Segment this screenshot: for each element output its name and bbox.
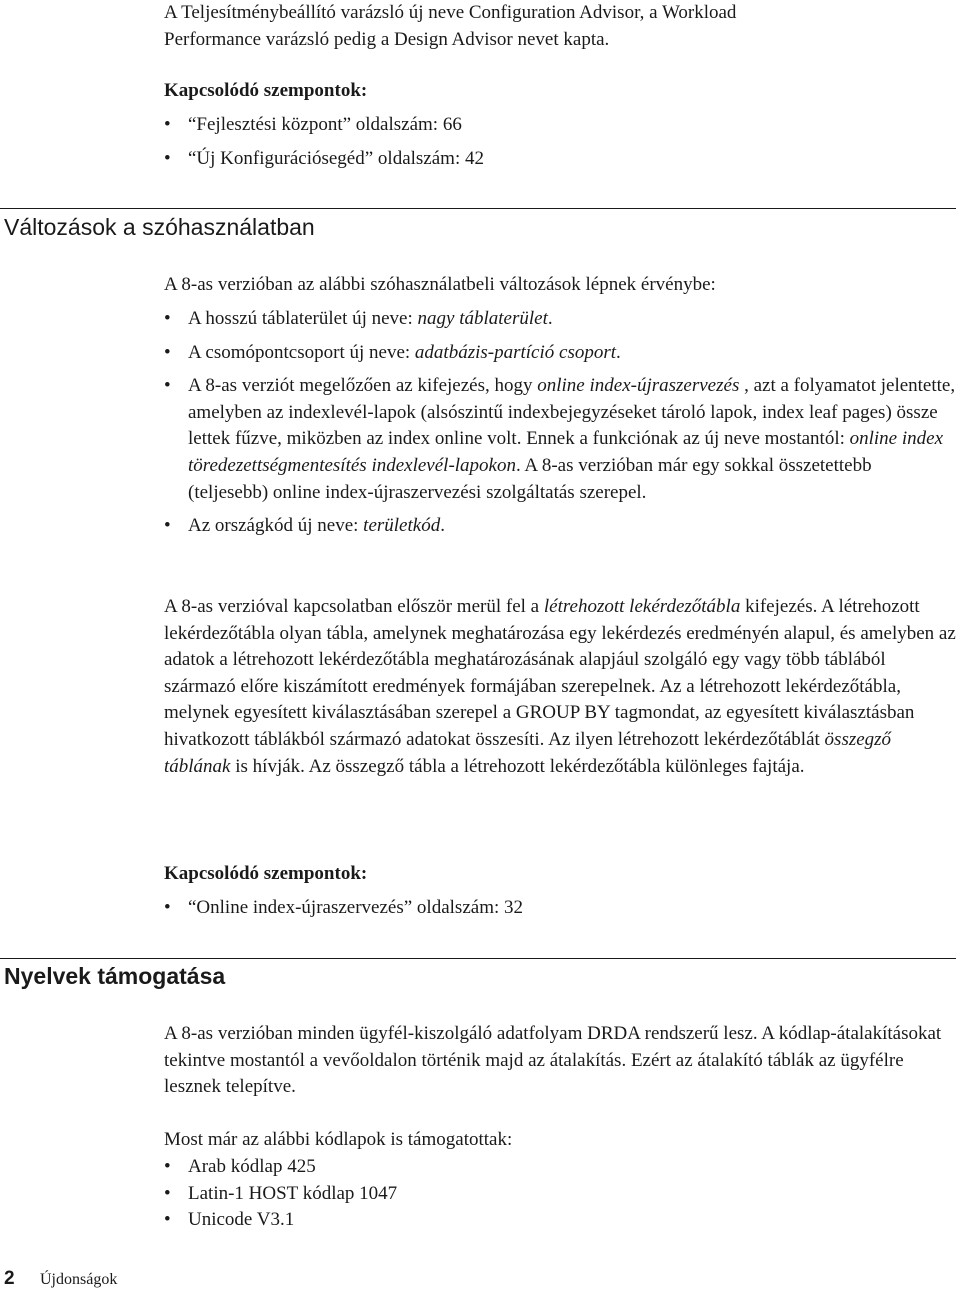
bullet-icon: • (164, 1209, 171, 1231)
bullet-icon: • (164, 1182, 171, 1204)
related-topics-list (164, 895, 956, 922)
list-item: • Unicode V3.1 (164, 1207, 956, 1234)
intro-line-2: Performance varázsló pedig a Design Advisor nevet kapta. (164, 28, 610, 50)
list-item: • A csomópontcsoport új neve: adatbázis-partíció csoport. (164, 340, 956, 367)
section-divider (0, 958, 956, 959)
related-link[interactable]: • “Új Konfigurációsegéd” oldalszám: 42 (164, 146, 956, 173)
page-number: 2 (4, 1268, 15, 1289)
terminology-list (164, 306, 956, 540)
footer-title: Újdonságok (40, 1271, 118, 1288)
section-divider (0, 208, 956, 209)
bullet-icon: • (164, 897, 171, 918)
bullet-icon: • (164, 114, 171, 135)
section-title-terminology: Változások a szóhasználatban (4, 214, 315, 240)
terminology-intro: A 8-as verzióban az alábbi szóhasználatbeli változások lépnek érvénybe: (164, 274, 716, 295)
related-link[interactable]: • “Online index-újraszervezés” oldalszám: 32 (164, 895, 956, 922)
related-topics-heading: Kapcsolódó szempontok: (164, 863, 368, 884)
related-link[interactable]: • “Fejlesztési központ” oldalszám: 66 (164, 112, 956, 139)
list-item: • Az országkód új neve: területkód. (164, 513, 956, 540)
intro-paragraph (164, 0, 956, 53)
bullet-icon: • (164, 308, 171, 329)
list-item: • A 8-as verziót megelőzően az kifejezés, hogy online index-újraszervezés , azt a folyamatot jelentette, amelyben az indexlevél-lapok (alsószintű indexbejegyzéseket tároló lapok, index leaf pages) össze lettek fűzve, miközben az index online volt. Ennek a funkciónak az új neve mostantól: online index töredezettségmentesítés indexlevél-lapokon. A 8-as verzióban már egy sokkal összetettebb (teljesebb) online index-újraszervezési szolgáltatás szerepel. (164, 375, 956, 503)
bullet-icon: • (164, 147, 171, 169)
bullet-icon: • (164, 515, 171, 537)
list-item: • A hosszú táblaterület új neve: nagy táblaterület. (164, 306, 956, 333)
list-item: • Arab kódlap 425 (164, 1154, 956, 1181)
intro-line-1: A Teljesítménybeállító varázsló új neve Configuration Advisor, a Workload (164, 2, 737, 23)
related-topics-list (164, 112, 956, 172)
language-support-paragraph: A 8-as verzióban minden ügyfél-kiszolgáló adatfolyam DRDA rendszerű lesz. A kódlap-átalakításokat tekintve mostantól a vevőoldalon történik majd az átalakítás. Ezért az átalakító táblák az ügyfélre lesznek telepítve. (164, 1023, 942, 1098)
bullet-icon: • (164, 341, 171, 363)
list-item: • Latin-1 HOST kódlap 1047 (164, 1181, 956, 1208)
bullet-icon: • (164, 375, 171, 397)
bullet-icon: • (164, 1156, 171, 1177)
summary-table-paragraph: A 8-as verzióval kapcsolatban először merül fel a létrehozott lekérdezőtábla kifejezés. A létrehozott lekérdezőtábla olyan tábla, amelynek meghatározása egy lekérdezés eredményén alapul, és amelyben az adatok a létrehozott lekérdezőtábla meghatározásának alapjául szolgáló egy vagy több táblából származó előre kiszámított eredmények formájában szerepelnek. Az a létrehozott lekérdezőtábla, melynek egyesített kiválasztásában szerepel a GROUP BY tagmondat, az egyesített kiválasztásban hivatkozott táblákból származó adatokat összesíti. Az ilyen létrehozott lekérdezőtáblát összegző táblának is hívják. Az összegző tábla a létrehozott lekérdezőtábla különleges fajtája. (164, 596, 956, 777)
codepages-intro: Most már az alábbi kódlapok is támogatottak: (164, 1129, 513, 1150)
codepages-list (164, 1154, 956, 1234)
related-topics-heading: Kapcsolódó szempontok: (164, 80, 368, 101)
section-title-language-support: Nyelvek támogatása (4, 963, 226, 989)
